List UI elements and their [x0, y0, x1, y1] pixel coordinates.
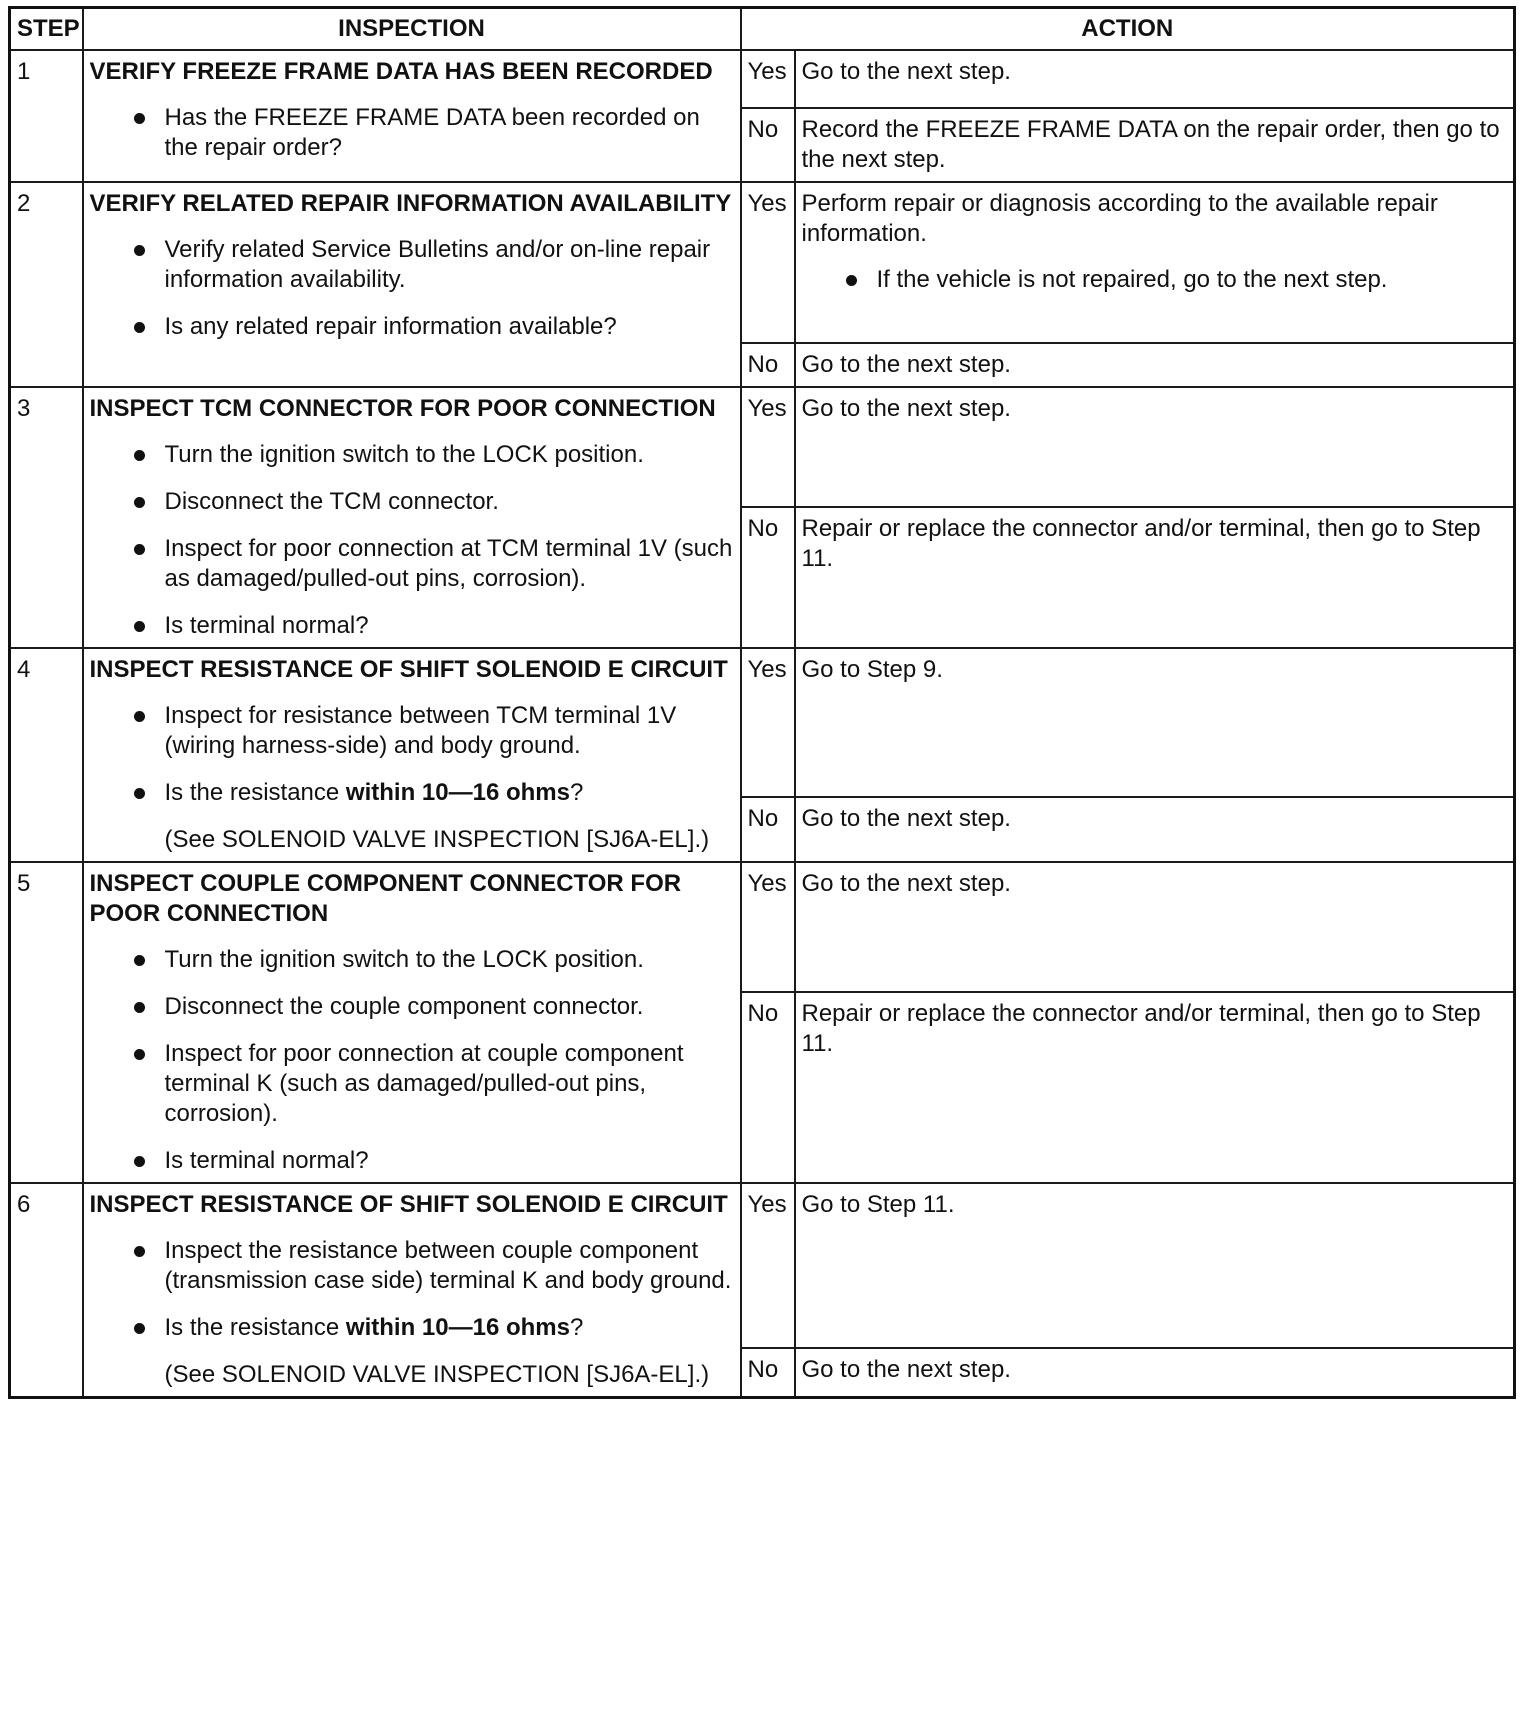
yes-label: Yes: [741, 1183, 795, 1348]
step-number: 1: [10, 50, 83, 182]
check-item: Turn the ignition switch to the LOCK position.: [90, 440, 734, 470]
bullet-icon: [134, 621, 145, 632]
check-item: Inspect for poor connection at TCM terminal 1V (such as damaged/pulled-out pins, corrosion).: [90, 534, 734, 594]
reference-note: (See SOLENOID VALVE INSPECTION [SJ6A-EL].): [164, 1361, 710, 1388]
check-item: Has the FREEZE FRAME DATA been recorded on the repair order?: [90, 103, 734, 163]
step-inspection-cell: [83, 50, 741, 182]
check-item: Verify related Service Bulletins and/or on-line repair information availability.: [90, 235, 734, 295]
bullet-icon: [134, 1156, 145, 1167]
header-inspection: INSPECTION: [83, 8, 741, 51]
yes-action-cell: [795, 182, 1515, 343]
yes-label: Yes: [741, 50, 795, 108]
step-title: VERIFY RELATED REPAIR INFORMATION AVAILABILITY: [89, 190, 732, 217]
yes-action: Perform repair or diagnosis according to the available repair information.: [801, 190, 1438, 247]
bullet-icon: [134, 1002, 145, 1013]
no-action: Go to the next step.: [795, 343, 1515, 387]
no-action: Repair or replace the connector and/or terminal, then go to Step 11.: [795, 507, 1515, 648]
bullet-icon: [846, 275, 857, 286]
bullet-icon: [134, 1246, 145, 1257]
step-2-yes-row: [10, 182, 1515, 343]
check-item: Is the resistance within 10—16 ohms?: [90, 1313, 734, 1343]
bullet-icon: [134, 113, 145, 124]
step-inspection-cell: [83, 182, 741, 387]
no-label: No: [741, 992, 795, 1183]
bullet-icon: [134, 322, 145, 333]
bullet-icon: [134, 450, 145, 461]
check-item: Is terminal normal?: [90, 611, 734, 641]
bullet-icon: [134, 955, 145, 966]
no-action: Go to the next step.: [795, 1348, 1515, 1398]
yes-action: Go to the next step.: [795, 50, 1515, 108]
check-item: Disconnect the TCM connector.: [90, 487, 734, 517]
step-inspection-cell: [83, 648, 741, 862]
check-item: Inspect for poor connection at couple component terminal K (such as damaged/pulled-out pins, corrosion).: [90, 1039, 734, 1129]
no-action: Repair or replace the connector and/or terminal, then go to Step 11.: [795, 992, 1515, 1183]
yes-action: Go to the next step.: [795, 862, 1515, 992]
yes-label: Yes: [741, 648, 795, 797]
step-5-yes-row: [10, 862, 1515, 992]
step-number: 6: [10, 1183, 83, 1398]
step-title: VERIFY FREEZE FRAME DATA HAS BEEN RECORDED: [89, 58, 713, 85]
yes-action: Go to Step 9.: [795, 648, 1515, 797]
no-action: Go to the next step.: [795, 797, 1515, 862]
check-item: Inspect for resistance between TCM terminal 1V (wiring harness-side) and body ground.: [90, 701, 734, 761]
check-item: Inspect the resistance between couple component (transmission case side) terminal K and body ground.: [90, 1236, 734, 1296]
step-1-yes-row: [10, 50, 1515, 108]
step-inspection-cell: [83, 1183, 741, 1398]
yes-label: Yes: [741, 862, 795, 992]
yes-action: Go to the next step.: [795, 387, 1515, 507]
step-title: INSPECT RESISTANCE OF SHIFT SOLENOID E CIRCUIT: [89, 656, 728, 683]
step-title: INSPECT RESISTANCE OF SHIFT SOLENOID E CIRCUIT: [89, 1191, 728, 1218]
diagnostic-table-sheet: [8, 6, 1516, 1399]
no-label: No: [741, 343, 795, 387]
step-number: 2: [10, 182, 83, 387]
header-action: ACTION: [741, 8, 1515, 51]
check-item: Disconnect the couple component connector.: [90, 992, 734, 1022]
bullet-icon: [134, 497, 145, 508]
no-label: No: [741, 797, 795, 862]
no-label: No: [741, 1348, 795, 1398]
no-action: Record the FREEZE FRAME DATA on the repair order, then go to the next step.: [795, 108, 1515, 182]
bullet-icon: [134, 544, 145, 555]
yes-label: Yes: [741, 182, 795, 343]
bullet-icon: [134, 788, 145, 799]
step-number: 3: [10, 387, 83, 648]
step-3-yes-row: [10, 387, 1515, 507]
yes-label: Yes: [741, 387, 795, 507]
check-item: Is the resistance within 10—16 ohms?: [90, 778, 734, 808]
bullet-icon: [134, 711, 145, 722]
step-title: INSPECT TCM CONNECTOR FOR POOR CONNECTION: [89, 395, 716, 422]
bullet-icon: [134, 1049, 145, 1060]
header-row: [10, 8, 1515, 51]
no-label: No: [741, 108, 795, 182]
step-inspection-cell: [83, 862, 741, 1183]
step-number: 4: [10, 648, 83, 862]
header-step: STEP: [10, 8, 83, 51]
step-6-yes-row: [10, 1183, 1515, 1348]
step-inspection-cell: [83, 387, 741, 648]
check-item: Turn the ignition switch to the LOCK position.: [90, 945, 734, 975]
step-number: 5: [10, 862, 83, 1183]
reference-note: (See SOLENOID VALVE INSPECTION [SJ6A-EL].): [164, 826, 710, 853]
bullet-icon: [134, 1323, 145, 1334]
yes-action: Go to Step 11.: [795, 1183, 1515, 1348]
check-item: Is terminal normal?: [90, 1146, 734, 1176]
step-4-yes-row: [10, 648, 1515, 797]
check-item: Is any related repair information available?: [90, 312, 734, 342]
no-label: No: [741, 507, 795, 648]
bullet-icon: [134, 245, 145, 256]
step-title: INSPECT COUPLE COMPONENT CONNECTOR FOR POOR CONNECTION: [89, 870, 682, 927]
action-sub-item: If the vehicle is not repaired, go to the next step.: [802, 265, 1508, 295]
diagnostic-procedure-table: [8, 6, 1516, 1399]
